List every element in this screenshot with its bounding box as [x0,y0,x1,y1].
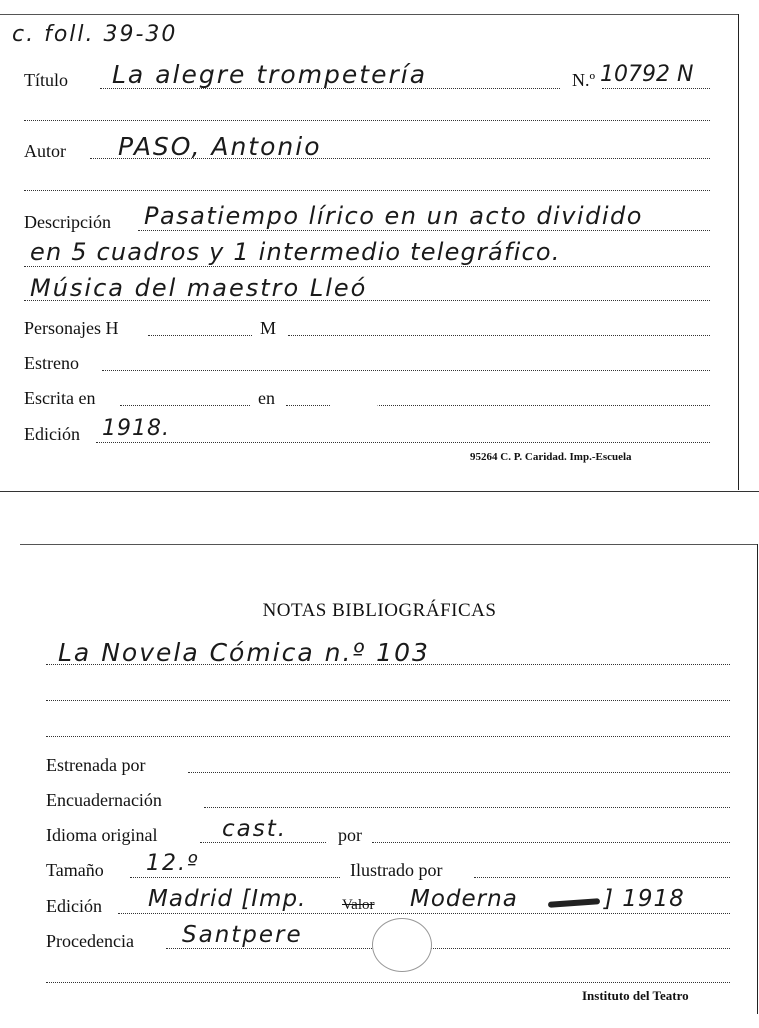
numero-line [602,88,710,89]
escrita-line [120,405,250,406]
descripcion-line-2 [24,266,710,267]
descripcion-value-1: Pasatiempo lírico en un acto dividido [144,202,643,230]
printer-imprint: 95264 C. P. Caridad. Imp.-Escuela [470,451,632,463]
idioma-line [200,842,326,843]
autor-value: PASO, Antonio [118,132,322,161]
tamano-value: 12.º [146,851,200,876]
tamano-label: Tamaño [46,860,104,880]
numero-label: N.º [572,70,596,90]
notes-value-1: La Novela Cómica n.º 103 [58,638,430,667]
autor-label: Autor [24,141,66,161]
titulo-label: Título [24,70,68,90]
escrita-label: Escrita en [24,388,96,408]
encuadernacion-line [204,807,730,808]
idioma-label: Idioma original [46,825,158,845]
autor-line-2 [24,190,710,191]
ilustrado-line [474,877,730,878]
personajes-label: Personajes H [24,318,119,338]
procedencia-line-2 [46,982,730,983]
idioma-value: cast. [222,816,288,842]
encuadernacion-label: Encuadernación [46,790,162,810]
edicion-value: 1918. [102,416,170,441]
scan-blemish-2 [372,918,432,972]
edicion-value-part-1: Madrid [Imp. [148,886,307,912]
edicion-line [96,442,710,443]
por-label: por [338,825,362,845]
descripcion-line-1 [138,230,710,231]
titulo-value: La alegre trompetería [112,60,428,89]
estrenada-label: Estrenada por [46,755,146,775]
tamano-line [130,877,340,878]
escrita-en-label: en [258,388,275,408]
ilustrado-label: Ilustrado por [350,860,443,880]
folio-reference: c. foll. 39-30 [12,22,178,47]
procedencia-line [166,948,730,949]
card-top-border [0,14,738,15]
edicion-label: Edición [24,424,80,444]
procedencia-label: Procedencia [46,931,134,951]
titulo-line-2 [24,120,710,121]
descripcion-value-2: en 5 cuadros y 1 intermedio telegráfico. [30,238,561,266]
scan-blemish [330,380,378,442]
institute-footer: Instituto del Teatro [582,988,689,1003]
por-line [372,842,730,843]
personajes-m-line [288,335,710,336]
edicion-line-2 [118,913,730,914]
estrenada-line [188,772,730,773]
notas-heading: NOTAS BIBLIOGRÁFICAS [262,600,497,621]
procedencia-value: Santpere [182,922,303,948]
card-top-border [20,544,757,545]
edicion-value-part-2: Moderna [410,886,518,912]
edicion-struck-word: Valor [342,897,375,913]
descripcion-value-3: Música del maestro Lleó [30,274,368,302]
descripcion-label: Descripción [24,212,111,232]
edicion-label-2: Edición [46,896,102,916]
estreno-line [102,370,710,371]
numero-value: 10792 N [600,62,694,87]
personajes-h-line [148,335,252,336]
card-cut-line [0,491,759,492]
notes-line-2 [46,700,730,701]
personajes-m-label: M [260,318,277,338]
estreno-label: Estreno [24,353,79,373]
edicion-value-part-3: ] 1918 [604,886,685,912]
notes-line-3 [46,736,730,737]
